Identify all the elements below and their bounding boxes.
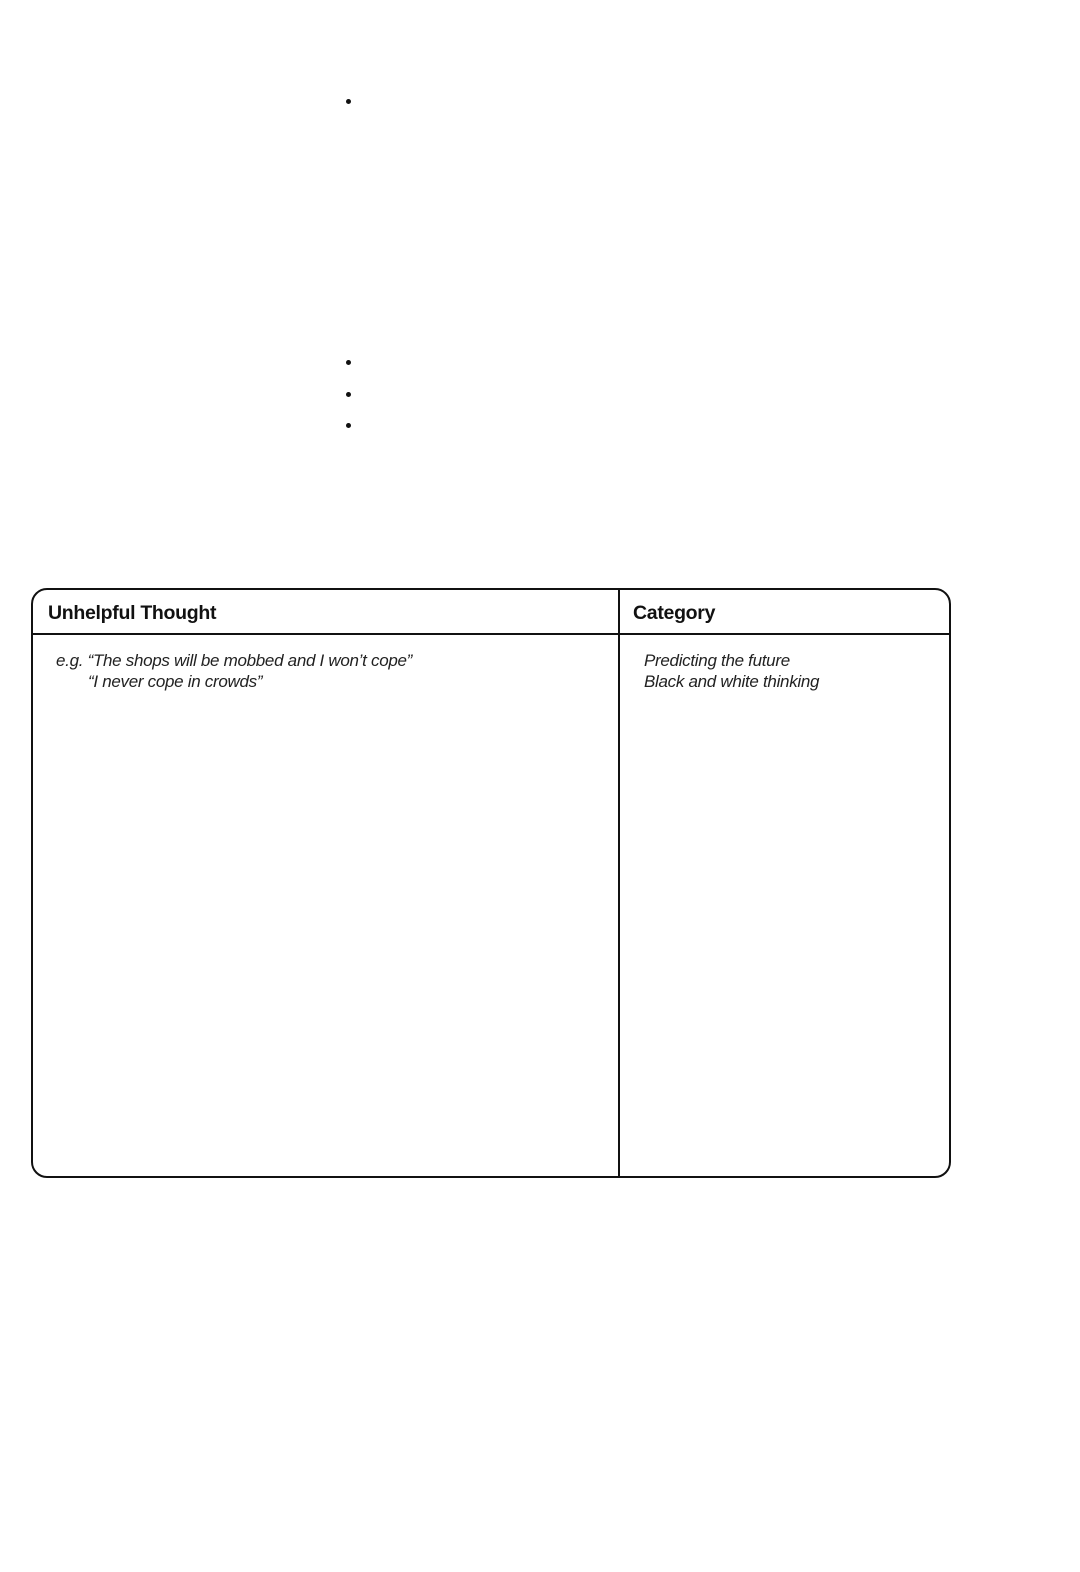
unhelpful-thoughts-table [31, 588, 951, 1178]
bullet-point [346, 360, 351, 365]
bullet-point [346, 392, 351, 397]
bullet-point [346, 423, 351, 428]
example-thought-line: e.g. “The shops will be mobbed and I won’t cope” [56, 651, 413, 670]
example-thought-line: “I never cope in crowds” [88, 672, 263, 691]
column-header-category: Category [633, 602, 716, 624]
column-header-thought: Unhelpful Thought [48, 602, 217, 624]
header-divider [33, 633, 949, 635]
bullet-point [346, 99, 351, 104]
column-divider [618, 590, 620, 1176]
example-category-line: Black and white thinking [644, 672, 820, 691]
example-category-line: Predicting the future [644, 651, 790, 670]
